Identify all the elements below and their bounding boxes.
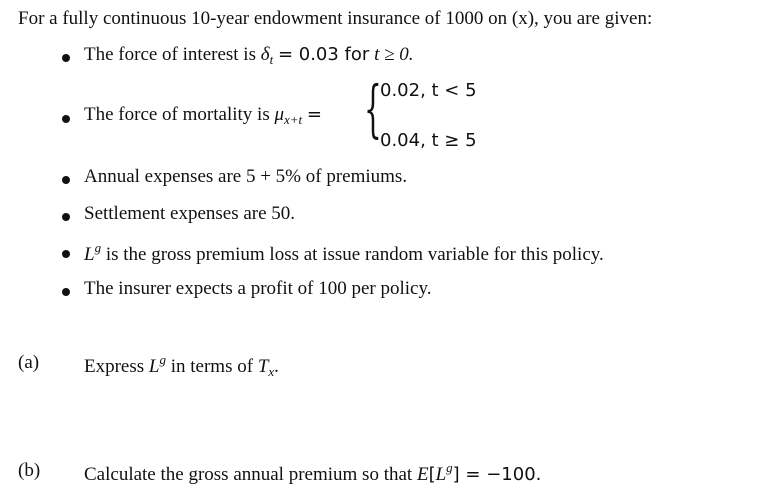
bullet-dot bbox=[62, 213, 70, 221]
part-a-question: Express $L^g$ in terms of $T_x$. bbox=[84, 352, 279, 379]
bullet-dot bbox=[62, 54, 70, 62]
mortality-case-2: 0.04, t ≥ 5 bbox=[380, 130, 477, 151]
mortality-case-1: 0.02, t < 5 bbox=[380, 80, 477, 101]
part-b-label: (b) bbox=[18, 460, 41, 481]
bullet-force-of-interest: The force of interest is $\delta_t = 0.03$ for t ≥ 0. bbox=[84, 44, 414, 67]
bullet-annual-expenses: Annual expenses are 5 + 5% of premiums. bbox=[84, 166, 408, 187]
piecewise-brace: { bbox=[364, 72, 382, 145]
part-b-question: Calculate the gross annual premium so that $E[L^g] = -100$. bbox=[84, 460, 542, 485]
intro-text: For a fully continuous 10-year endowment insurance of 1000 on (x), you are given: bbox=[18, 8, 653, 29]
bullet-settlement-expenses: Settlement expenses are 50. bbox=[84, 203, 296, 224]
bullet-dot bbox=[62, 176, 70, 184]
part-a-label: (a) bbox=[18, 352, 40, 373]
bullet-force-of-mortality: The force of mortality is $\mu_{x+t}$ = bbox=[84, 104, 323, 127]
bullet-dot bbox=[62, 288, 70, 296]
bullet-expected-profit: The insurer expects a profit of 100 per policy. bbox=[84, 278, 432, 299]
bullet-loss-random-variable: $L^g$ is the gross premium loss at issue random variable for this policy. bbox=[84, 240, 604, 265]
bullet-dot bbox=[62, 250, 70, 258]
bullet-dot bbox=[62, 115, 70, 123]
